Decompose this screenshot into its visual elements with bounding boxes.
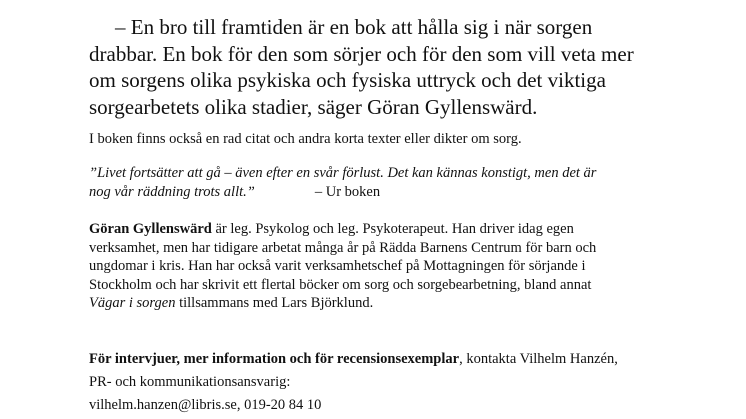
lead-line-3: om sorgens olika psykiska och fysiska uttryck och det viktiga bbox=[89, 68, 606, 92]
quote-line-2 bbox=[89, 183, 596, 202]
bio-line-5-text: tillsammans med Lars Björklund. bbox=[175, 295, 374, 311]
bio-book-title: Vägar i sorgen bbox=[89, 295, 176, 311]
bio-paragraph bbox=[89, 220, 596, 313]
lead-line-2: drabbar. En bok för den som sörjer och för den som vill veta mer bbox=[89, 41, 634, 66]
quote-line-1 bbox=[89, 164, 596, 183]
contact-paragraph bbox=[89, 348, 618, 417]
lead-line-1: – En bro till framtiden är en bok att hålla sig i när sorgen bbox=[115, 15, 593, 39]
quote-block bbox=[89, 164, 596, 201]
contact-line-1 bbox=[89, 348, 618, 371]
contact-line-1-text: , kontakta Vilhelm Hanzén, bbox=[459, 351, 618, 367]
contact-line-2: PR- och kommunikationsansvarig: bbox=[89, 374, 291, 390]
bio-line-2: verksamhet, men har tidigare arbetat många år på Rädda Barnens Centrum för barn och bbox=[89, 239, 597, 256]
contact-bold-lead: För intervjuer, mer information och för recensionsexemplar bbox=[89, 351, 460, 367]
quote-text-2: nog vår räddning trots allt.” bbox=[89, 183, 255, 200]
lead-paragraph bbox=[89, 14, 709, 120]
bio-line-1-text: är leg. Psykolog och leg. Psykoterapeut. Han driver idag egen bbox=[211, 221, 574, 237]
contact-email-phone: vilhelm.hanzen@libris.se, 019-20 84 10 bbox=[89, 397, 322, 413]
bio-author-name: Göran Gyllenswärd bbox=[89, 221, 212, 237]
bio-line-4: Stockholm och har skrivit ett flertal böcker om sorg och sorgebearbetning, bland annat bbox=[89, 276, 592, 293]
intro-paragraph: I boken finns också en rad citat och andra korta texter eller dikter om sorg. bbox=[89, 131, 522, 147]
lead-line-4: sorgearbetets olika stadier, säger Göran Gyllenswärd. bbox=[89, 94, 538, 119]
bio-line-5 bbox=[89, 294, 596, 313]
bio-line-1 bbox=[89, 220, 596, 239]
bio-line-3: ungdomar i kris. Han har också varit verksamhetschef på Mottagningen för sörjande i bbox=[89, 258, 586, 274]
quote-text-1: ”Livet fortsätter att gå – även efter en svår förlust. Det kan kännas konstigt, men det är bbox=[89, 165, 597, 181]
quote-source: – Ur boken bbox=[314, 183, 381, 200]
